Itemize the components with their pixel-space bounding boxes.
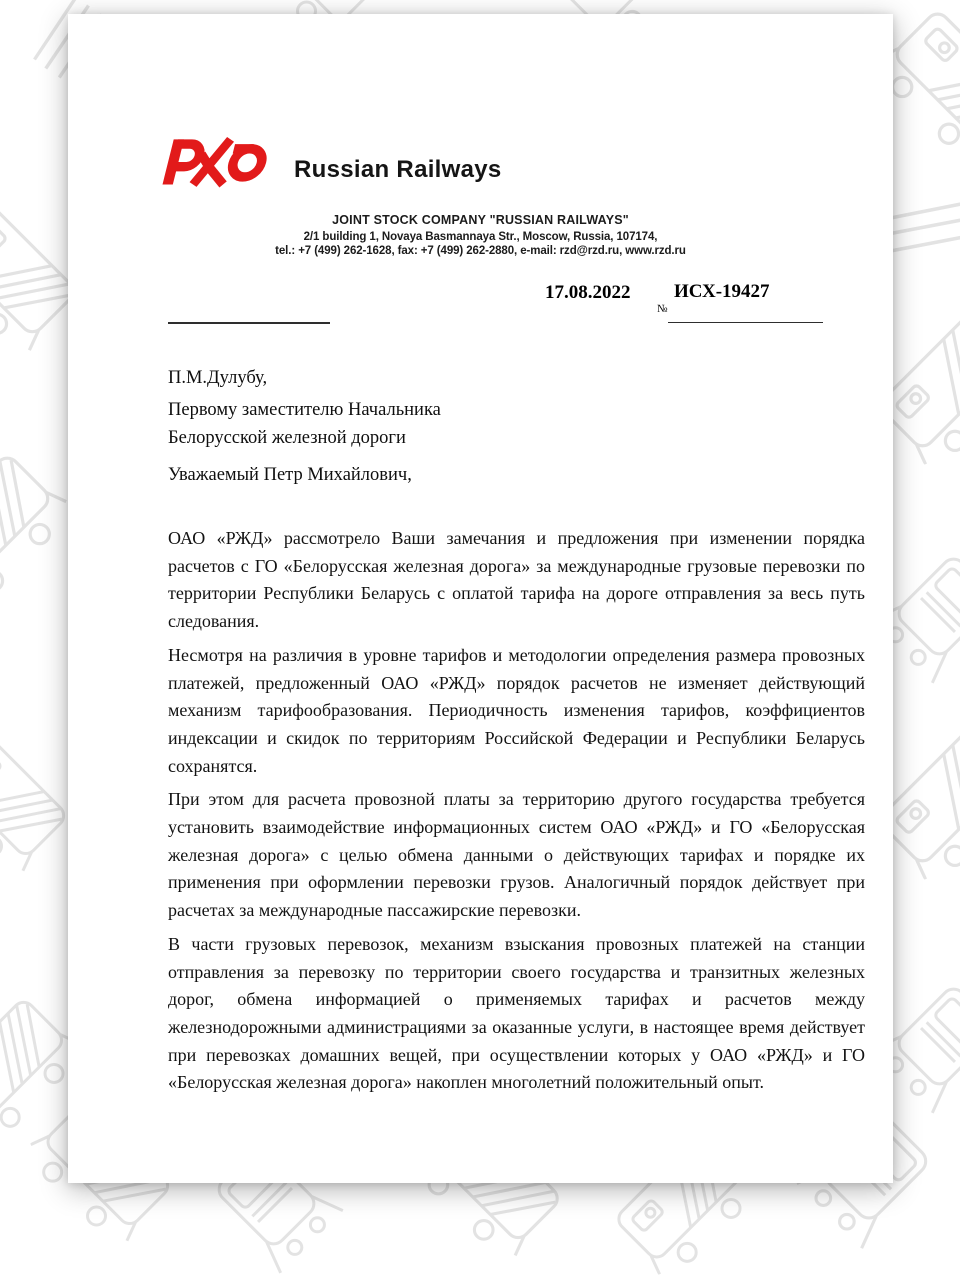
company-address: 2/1 building 1, Novaya Basmannaya Str., Moscow, Russia, 107174, bbox=[303, 231, 658, 243]
paragraph-4: В части грузовых перевозок, механизм взыскания провозных платежей на станции отправления за перевозку по территории своего государства и транзитных железных дорог, обмена информацией о применяемых тарифах и расчетов между железнодорожными администрациями за оказанные услуги, в настоящее время действует при перевозках домашних вещей, при осуществлении которых у ОАО «РЖД» и ГО «Белорусская железная дорога» накоплен многолетний положительный опыт. bbox=[168, 933, 865, 1093]
company-contacts: tel.: +7 (499) 262-1628, fax: +7 (499) 262-2880, e-mail: rzd@rzd.ru, www.rzd.ru bbox=[275, 245, 686, 257]
addressee-name: П.М.Дулубу, bbox=[168, 368, 268, 388]
addressee-block bbox=[168, 364, 441, 453]
letter-number-underline bbox=[668, 309, 823, 323]
letterhead-logo-row bbox=[154, 130, 502, 192]
letter-number: ИСХ-19427 bbox=[674, 281, 770, 302]
letterhead-block bbox=[68, 213, 893, 257]
letter-body bbox=[168, 525, 865, 1103]
paragraph-1: ОАО «РЖД» рассмотрело Ваши замечания и предложения при изменении порядка расчетов с ГО «Белорусская железная дорога» за международные грузовые перевозки по территории Республики Беларусь с оплатой тарифа на дороге отправления за весь путь следования. bbox=[168, 528, 865, 632]
rzd-logo-icon bbox=[154, 130, 278, 192]
blank-reference-underline bbox=[168, 309, 330, 324]
brand-name: Russian Railways bbox=[294, 156, 502, 183]
addressee-organization: Белорусской железной дороги bbox=[168, 428, 406, 448]
number-sign: № bbox=[657, 303, 668, 315]
addressee-title: Первому заместителю Начальника bbox=[168, 399, 441, 420]
company-name: JOINT STOCK COMPANY "RUSSIAN RAILWAYS" bbox=[332, 213, 629, 227]
paragraph-2: Несмотря на различия в уровне тарифов и методологии определения размера провозных платежей, предложенный ОАО «РЖД» порядок расчетов не изменяет действующий механизм тарифообразования. Периодичность изменения тарифов, коэффициентов индексации и скидок по территориям Российской Федерации и Республики Беларусь сохранятся. bbox=[168, 644, 865, 776]
paragraph-3: При этом для расчета провозной платы за территорию другого государства требуется установить взаимодействие информационных систем ОАО «РЖД» и ГО «Белорусская железная дорога» с целью обмена данными о действующих тарифах и порядке их применения при оформлении перевозки грузов. Аналогичный порядок действует при расчетах за международные пассажирские перевозки. bbox=[168, 789, 865, 921]
letter-date: 17.08.2022 bbox=[545, 282, 631, 303]
salutation: Уважаемый Петр Михайлович, bbox=[168, 465, 412, 485]
letter-page bbox=[68, 14, 893, 1183]
